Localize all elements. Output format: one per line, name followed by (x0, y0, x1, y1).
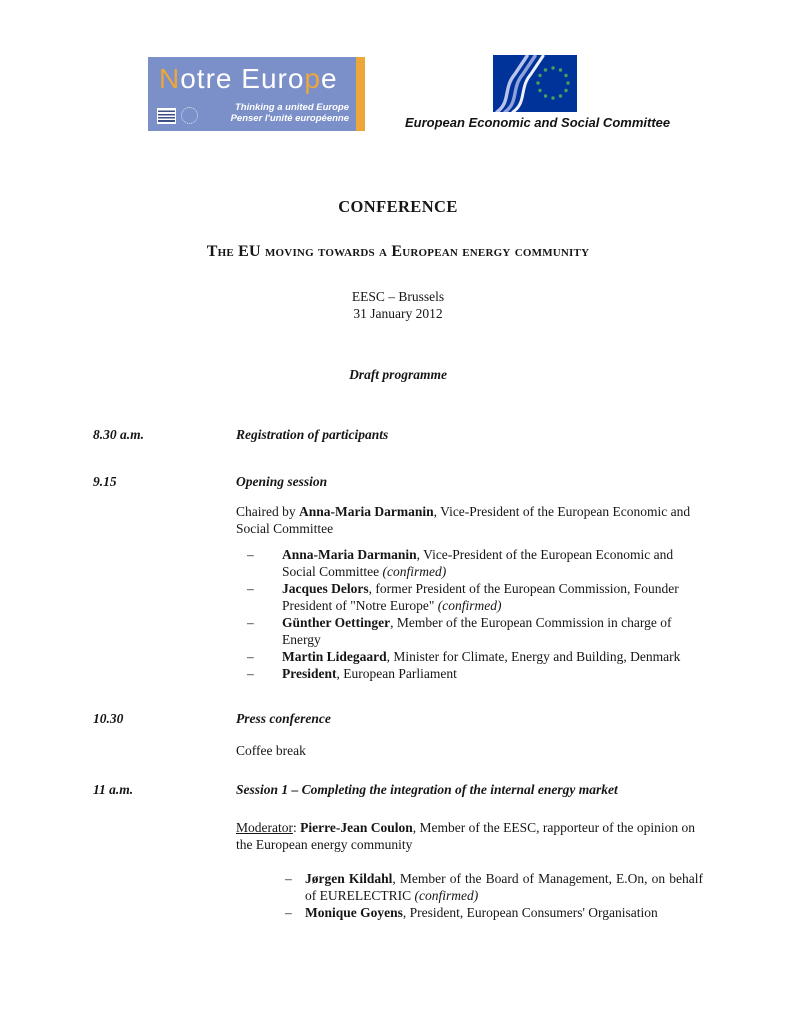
speaker-text (305, 904, 703, 921)
bullet-dash: – (247, 547, 254, 562)
title-opening: Opening session (236, 474, 328, 489)
speaker-text (282, 665, 703, 682)
eesc-caption: European Economic and Social Committee (405, 115, 671, 130)
conference-title: CONFERENCE (338, 197, 458, 216)
text-segment: , Member of the Board of Management, E.On, on behalf of EURELECTRIC (305, 871, 703, 903)
time-registration: 8.30 a.m. (93, 427, 145, 442)
text-segment: , Member of the EESC, rapporteur of the opinion on the European energy community (236, 820, 696, 852)
speaker-item (247, 648, 703, 665)
text-segment: e (320, 63, 338, 94)
speaker-text (282, 614, 703, 648)
text-segment: , Vice-President of the European Economic and Social Committee (236, 504, 691, 536)
text-segment: Moderator (236, 820, 293, 835)
schedule-row-registration (93, 426, 703, 443)
draft-programme-label: Draft programme (349, 367, 447, 382)
text-segment: , Member of the European Commission in charge of Energy (282, 615, 672, 647)
speaker-text (305, 870, 703, 904)
desc-session1 (236, 781, 703, 921)
text-segment: Anna-Maria Darmanin (282, 547, 417, 562)
speaker-item (247, 546, 703, 580)
text-segment: Jacques Delors (282, 581, 369, 596)
text-segment: Pierre-Jean Coulon (300, 820, 413, 835)
speaker-text (282, 580, 703, 614)
bullet-dash: – (247, 666, 254, 681)
text-segment: , Minister for Climate, Energy and Building, Denmark (386, 649, 681, 664)
text-segment: , former President of the European Commission, Founder President of "Notre Europe" (282, 581, 679, 613)
time-press: 10.30 (93, 711, 124, 726)
title-registration: Registration of participants (236, 427, 389, 442)
opening-speaker-list (236, 546, 703, 682)
tagline-english: Thinking a united Europe (235, 102, 349, 113)
text-segment: Martin Lidegaard (282, 649, 387, 664)
text-segment: (confirmed) (414, 888, 479, 903)
session1-moderator-paragraph (236, 819, 703, 853)
text-segment: , President, European Consumers' Organisation (402, 905, 658, 920)
conference-subtitle: The EU moving towards a European energy community (206, 243, 590, 260)
bullet-dash: – (285, 905, 292, 920)
schedule-row-press (93, 710, 703, 759)
time-opening: 9.15 (93, 474, 117, 489)
text-segment: President (282, 666, 337, 681)
speaker-text (282, 546, 703, 580)
bullet-dash: – (285, 871, 292, 886)
title-session1: Session 1 – Completing the integration of the internal energy market (236, 782, 618, 797)
text-segment: Anna-Maria Darmanin (299, 504, 434, 519)
text-segment: N (159, 63, 181, 94)
text-segment: , Vice-President of the European Economic and Social Committee (282, 547, 674, 579)
venue-line: EESC – Brussels (351, 289, 445, 304)
desc-registration (236, 426, 703, 443)
bullet-dash: – (247, 615, 254, 630)
text-segment: Monique Goyens (305, 905, 403, 920)
desc-opening (236, 473, 703, 682)
text-segment: : (292, 820, 301, 835)
speaker-item (285, 904, 703, 921)
opening-chair-paragraph (236, 503, 703, 537)
speaker-text (282, 648, 703, 665)
date-line: 31 January 2012 (353, 306, 443, 321)
venue-block (93, 288, 703, 322)
tagline-french: Penser l'unité européenne (230, 113, 349, 124)
schedule-row-session1 (93, 781, 703, 921)
text-segment: (confirmed) (437, 598, 502, 613)
speaker-item (247, 665, 703, 682)
session1-speaker-list (236, 870, 703, 921)
schedule-row-opening (93, 473, 703, 682)
text-segment: Jørgen Kildahl (305, 871, 393, 886)
text-segment: Chaired by (236, 504, 299, 519)
text-segment: , European Parliament (336, 666, 457, 681)
desc-press (236, 710, 703, 759)
text-segment: Günther Oettinger (282, 615, 391, 630)
bullet-dash: – (247, 649, 254, 664)
bullet-dash: – (247, 581, 254, 596)
text-segment: otre Euro (180, 63, 305, 94)
text-segment: p (304, 63, 321, 94)
speaker-item (247, 580, 703, 614)
speaker-item (247, 614, 703, 648)
title-press: Press conference (236, 711, 331, 726)
text-segment: (confirmed) (382, 564, 447, 579)
speaker-item (285, 870, 703, 904)
time-session1: 11 a.m. (93, 782, 134, 797)
coffee-break-note: Coffee break (236, 743, 306, 758)
